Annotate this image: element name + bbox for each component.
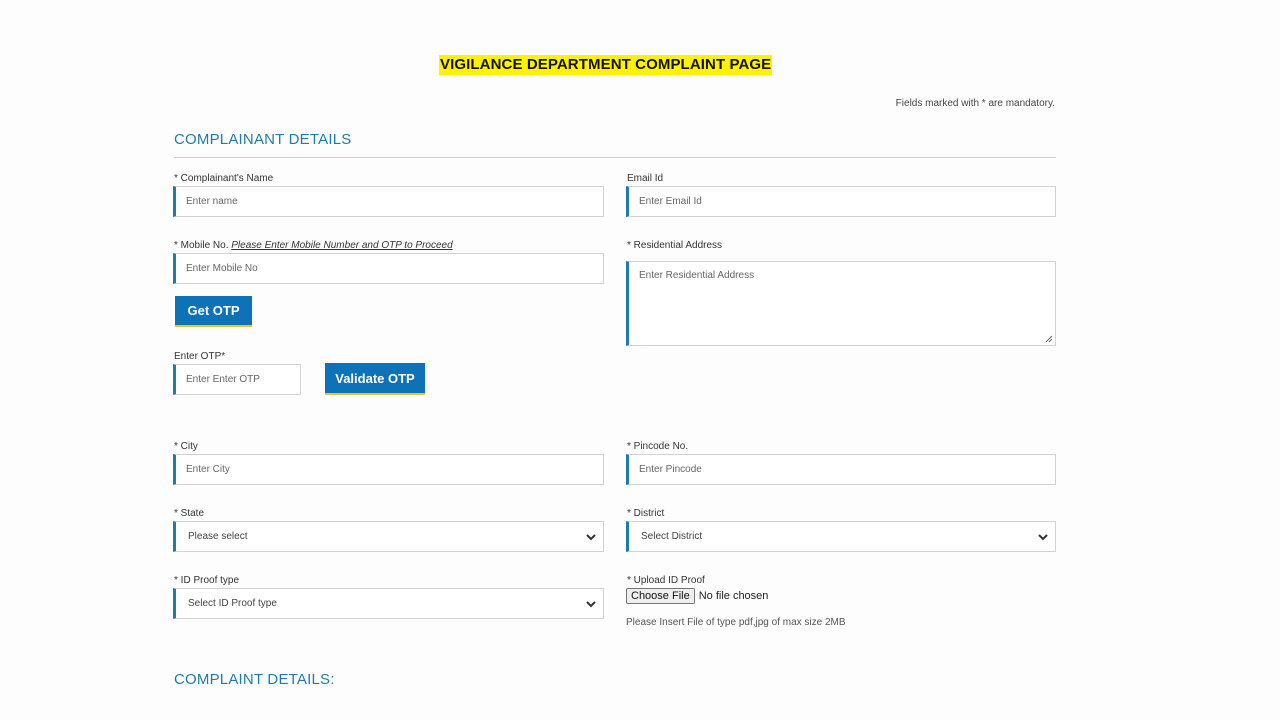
- choose-file-button[interactable]: Choose File: [626, 588, 695, 604]
- id-proof-type-selected-value: Select ID Proof type: [188, 598, 277, 609]
- section-divider: [174, 157, 1056, 158]
- mobile-label: [174, 240, 453, 251]
- mandatory-note: Fields marked with * are mandatory.: [895, 98, 1055, 109]
- id-proof-type-label: * ID Proof type: [174, 575, 240, 586]
- upload-id-label: * Upload ID Proof: [627, 575, 705, 586]
- district-label: * District: [627, 508, 665, 519]
- id-proof-type-select[interactable]: [173, 588, 604, 619]
- email-input[interactable]: [626, 186, 1056, 217]
- pincode-label: * Pincode No.: [627, 441, 689, 452]
- address-placeholder: Enter Residential Address: [639, 270, 755, 281]
- email-placeholder: Enter Email Id: [639, 196, 702, 207]
- address-textarea[interactable]: [626, 261, 1056, 346]
- chevron-down-icon: [585, 531, 597, 543]
- district-select[interactable]: [626, 521, 1056, 552]
- resize-handle-icon[interactable]: [1045, 335, 1053, 343]
- name-input[interactable]: [173, 186, 604, 217]
- otp-placeholder: Enter Enter OTP: [186, 374, 260, 385]
- state-selected-value: Please select: [188, 531, 248, 542]
- file-status: No file chosen: [698, 590, 769, 602]
- mobile-hint-link[interactable]: Please Enter Mobile Number and OTP to Proceed: [231, 240, 453, 251]
- pincode-placeholder: Enter Pincode: [639, 464, 702, 475]
- get-otp-button[interactable]: Get OTP: [175, 296, 252, 327]
- district-selected-value: Select District: [641, 531, 703, 542]
- mobile-label-text: * Mobile No.: [174, 240, 229, 251]
- otp-input[interactable]: [173, 364, 301, 395]
- section-heading-complaint: COMPLAINT DETAILS:: [174, 671, 335, 688]
- state-select[interactable]: [173, 521, 604, 552]
- mobile-placeholder: Enter Mobile No: [186, 263, 258, 274]
- otp-label: Enter OTP*: [174, 351, 226, 362]
- validate-otp-button[interactable]: Validate OTP: [325, 363, 425, 395]
- file-hint: Please Insert File of type pdf,jpg of max size 2MB: [626, 617, 846, 628]
- city-placeholder: Enter City: [186, 464, 230, 475]
- address-label: * Residential Address: [627, 240, 723, 251]
- city-input[interactable]: [173, 454, 604, 485]
- chevron-down-icon: [585, 598, 597, 610]
- city-label: * City: [174, 441, 198, 452]
- name-label: * Complainant's Name: [174, 173, 274, 184]
- page-title: VIGILANCE DEPARTMENT COMPLAINT PAGE: [440, 56, 772, 73]
- file-upload: [626, 588, 768, 604]
- email-label: Email Id: [627, 173, 664, 184]
- chevron-down-icon: [1037, 531, 1049, 543]
- section-heading-complainant: COMPLAINANT DETAILS: [174, 131, 352, 148]
- name-placeholder: Enter name: [186, 196, 238, 207]
- pincode-input[interactable]: [626, 454, 1056, 485]
- mobile-input[interactable]: [173, 253, 604, 284]
- state-label: * State: [174, 508, 205, 519]
